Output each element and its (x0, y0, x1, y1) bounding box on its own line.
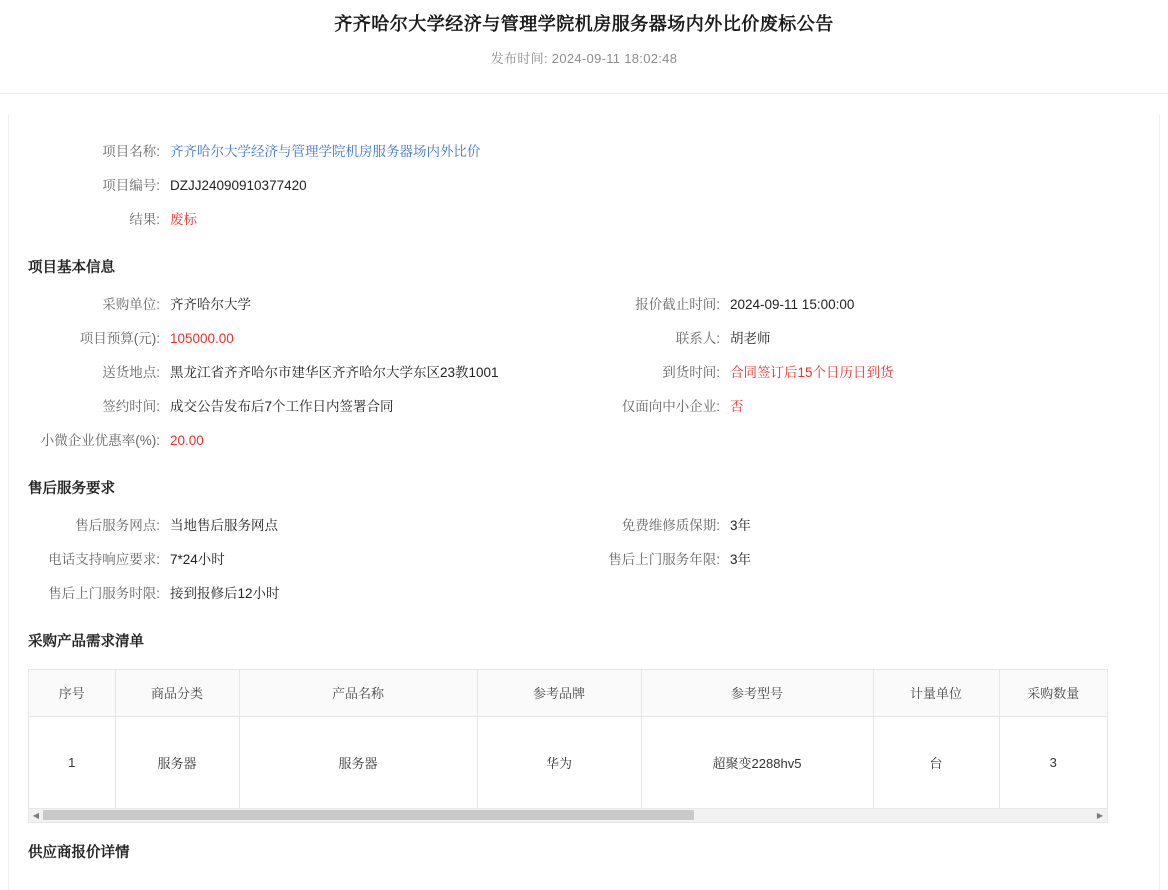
table-horizontal-scrollbar[interactable] (28, 809, 1108, 823)
field-label: 结果: (129, 212, 160, 227)
cell-model: 超聚变2288hv5 (641, 716, 873, 808)
field-sme-only (590, 397, 1140, 417)
field-onsite-years (590, 550, 1140, 570)
page-content (0, 94, 1168, 862)
page-header (0, 0, 1168, 94)
publish-time (0, 48, 1168, 67)
cell-brand: 华为 (477, 716, 641, 808)
field-phone-response (28, 550, 590, 570)
publish-time-value: 2024-09-11 18:02:48 (551, 51, 678, 66)
field-project-name (28, 142, 1140, 162)
page-title: 齐齐哈尔大学经济与管理学院机房服务器场内外比价废标公告 (334, 14, 834, 34)
table-row (29, 716, 1107, 808)
field-value: 20.00 (170, 433, 204, 448)
field-label: 小微企业优惠率(%): (40, 433, 160, 448)
product-table (29, 670, 1107, 809)
field-project-code (28, 176, 1140, 196)
section-title-basic-info: 项目基本信息 (28, 260, 115, 276)
field-value: 3年 (730, 518, 752, 533)
scrollbar-thumb[interactable] (43, 810, 694, 820)
field-label: 电话支持响应要求: (48, 552, 160, 567)
table-header-row (29, 670, 1107, 716)
scrollbar-track[interactable] (43, 810, 1093, 820)
cell-unit: 台 (873, 716, 999, 808)
scroll-right-arrow-icon[interactable]: ▶ (1096, 810, 1104, 820)
field-label: 联系人: (675, 331, 720, 346)
column-header-product-name: 产品名称 (239, 670, 477, 716)
column-header-quantity: 采购数量 (999, 670, 1107, 716)
field-label: 采购单位: (102, 297, 160, 312)
scroll-left-arrow-icon[interactable]: ◀ (32, 810, 40, 820)
section-title-product-list: 采购产品需求清单 (28, 634, 144, 650)
field-label: 送货地点: (102, 365, 160, 380)
field-onsite-limit (28, 584, 1140, 604)
field-value: 7*24小时 (170, 552, 225, 567)
field-delivery-address (28, 363, 590, 383)
column-header-index: 序号 (29, 670, 115, 716)
field-value: 否 (730, 399, 744, 414)
field-label: 项目预算(元): (79, 331, 160, 346)
field-label: 报价截止时间: (635, 297, 720, 312)
field-label: 售后上门服务时限: (48, 586, 160, 601)
field-budget (28, 329, 590, 349)
field-label: 到货时间: (662, 365, 720, 380)
field-quote-deadline (590, 295, 1140, 315)
field-value: 接到报修后12小时 (170, 586, 280, 601)
field-value: 胡老师 (730, 331, 771, 346)
field-purchaser (28, 295, 590, 315)
cell-index: 1 (29, 716, 115, 808)
field-label: 仅面向中小企业: (621, 399, 720, 414)
field-label: 免费维修质保期: (621, 518, 720, 533)
section-title-supplier-quotes: 供应商报价详情 (28, 844, 130, 861)
left-rail-divider (8, 114, 9, 890)
field-value: 当地售后服务网点 (170, 518, 278, 533)
field-value: 黑龙江省齐齐哈尔市建华区齐齐哈尔大学东区23教1001 (170, 365, 499, 380)
field-value: 2024-09-11 15:00:00 (730, 297, 855, 312)
right-rail-divider (1159, 114, 1160, 890)
column-header-unit: 计量单位 (873, 670, 999, 716)
field-value: 合同签订后15个日历日到货 (730, 365, 894, 380)
column-header-brand: 参考品牌 (477, 670, 641, 716)
field-label: 项目编号: (102, 178, 160, 193)
status-badge: 废标 (170, 212, 197, 227)
field-value: 齐齐哈尔大学 (170, 297, 251, 312)
field-value: DZJJ24090910377420 (170, 178, 307, 193)
field-label: 项目名称: (102, 144, 160, 159)
cell-product-name: 服务器 (239, 716, 477, 808)
field-contact (590, 329, 1140, 349)
field-value: 3年 (730, 552, 752, 567)
top-fields (28, 94, 1140, 230)
column-header-category: 商品分类 (115, 670, 239, 716)
field-label: 售后服务网点: (75, 518, 160, 533)
after-sale-grid (28, 516, 1140, 604)
field-sign-time (28, 397, 590, 417)
cell-quantity: 3 (999, 716, 1107, 808)
column-header-model: 参考型号 (641, 670, 873, 716)
basic-info-grid (28, 295, 1140, 451)
publish-time-label: 发布时间: (490, 51, 548, 66)
field-value: 成交公告发布后7个工作日内签署合同 (170, 399, 394, 414)
field-warranty (590, 516, 1140, 536)
field-value[interactable]: 齐齐哈尔大学经济与管理学院机房服务器场内外比价 (170, 144, 481, 159)
section-title-after-sale: 售后服务要求 (28, 481, 115, 497)
field-value: 105000.00 (170, 331, 234, 346)
field-label: 签约时间: (102, 399, 160, 414)
field-label: 售后上门服务年限: (608, 552, 720, 567)
cell-category: 服务器 (115, 716, 239, 808)
field-service-site (28, 516, 590, 536)
field-result (28, 210, 1140, 230)
field-sme-discount (28, 431, 1140, 451)
field-arrival-time (590, 363, 1140, 383)
product-table-wrapper (28, 669, 1108, 809)
